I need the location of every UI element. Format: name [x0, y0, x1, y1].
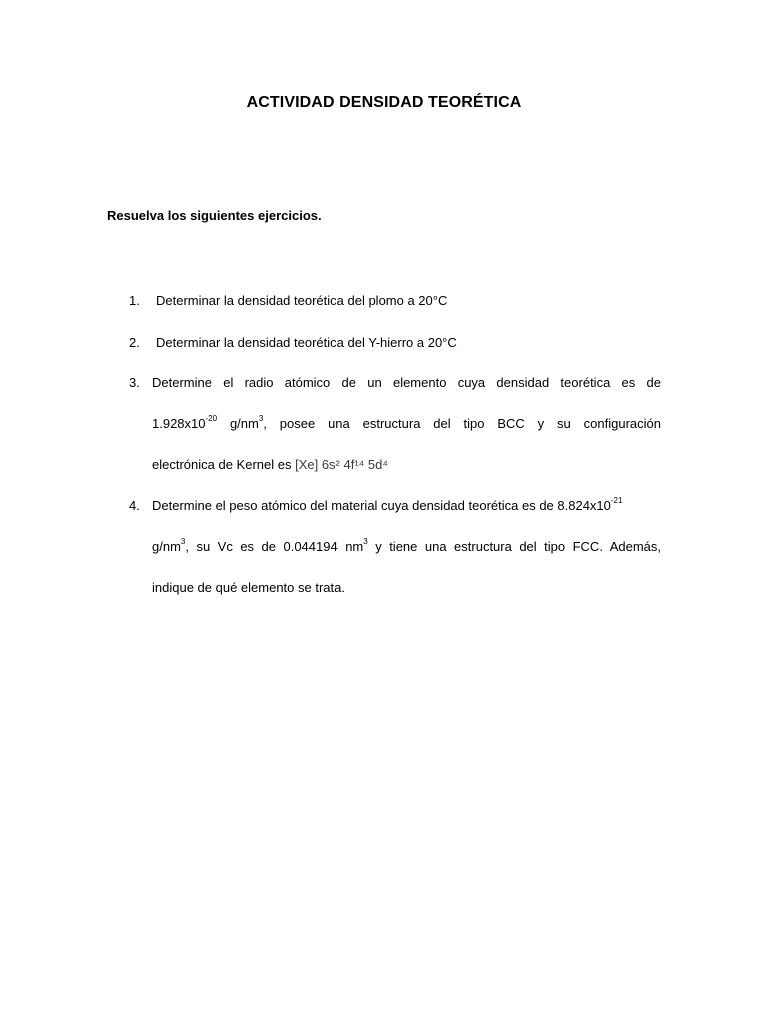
list-item-line: indique de qué elemento se trata.	[152, 580, 345, 595]
superscript: 3	[258, 414, 264, 423]
list-item-number: 1.	[129, 293, 140, 308]
text-segment: g/nm	[152, 539, 181, 554]
text-segment: Determine el peso atómico del material cuya densidad teorética es de 8.824x10	[152, 498, 611, 513]
list-item-line: Determine el radio atómico de un elemento cuya densidad teorética es de	[152, 375, 661, 390]
text-segment: , su Vc es de 0.044194 nm	[185, 539, 364, 554]
text-segment: g/nm	[229, 416, 259, 431]
list-item-line	[152, 456, 661, 474]
superscript: -20	[205, 414, 218, 423]
list-item-number: 3.	[129, 375, 140, 390]
superscript: 3	[180, 537, 186, 546]
superscript: 3	[363, 537, 368, 546]
page-title: ACTIVIDAD DENSIDAD TEORÉTICA	[246, 94, 522, 111]
text-segment: y tiene una estructura del tipo FCC. Además,	[367, 539, 661, 554]
superscript: -21	[610, 496, 623, 505]
list-item-line	[152, 497, 661, 515]
list-item-line	[152, 415, 661, 433]
list-item-number: 4.	[129, 498, 140, 513]
instruction-text: Resuelva los siguientes ejercicios.	[107, 208, 322, 223]
list-item-text: Determinar la densidad teorética del plomo a 20°C	[156, 293, 448, 308]
electron-configuration: [Xe] 6s² 4f¹⁴ 5d⁴	[295, 457, 388, 472]
text-segment: electrónica de Kernel es	[152, 457, 296, 472]
list-item-line	[152, 538, 661, 556]
list-item-number: 2.	[129, 335, 140, 350]
text-segment: 1.928x10	[152, 416, 206, 431]
text-segment: , posee una estructura del tipo BCC y su configuración	[263, 416, 661, 431]
list-item-text: Determinar la densidad teorética del Y-hierro a 20°C	[156, 335, 457, 350]
